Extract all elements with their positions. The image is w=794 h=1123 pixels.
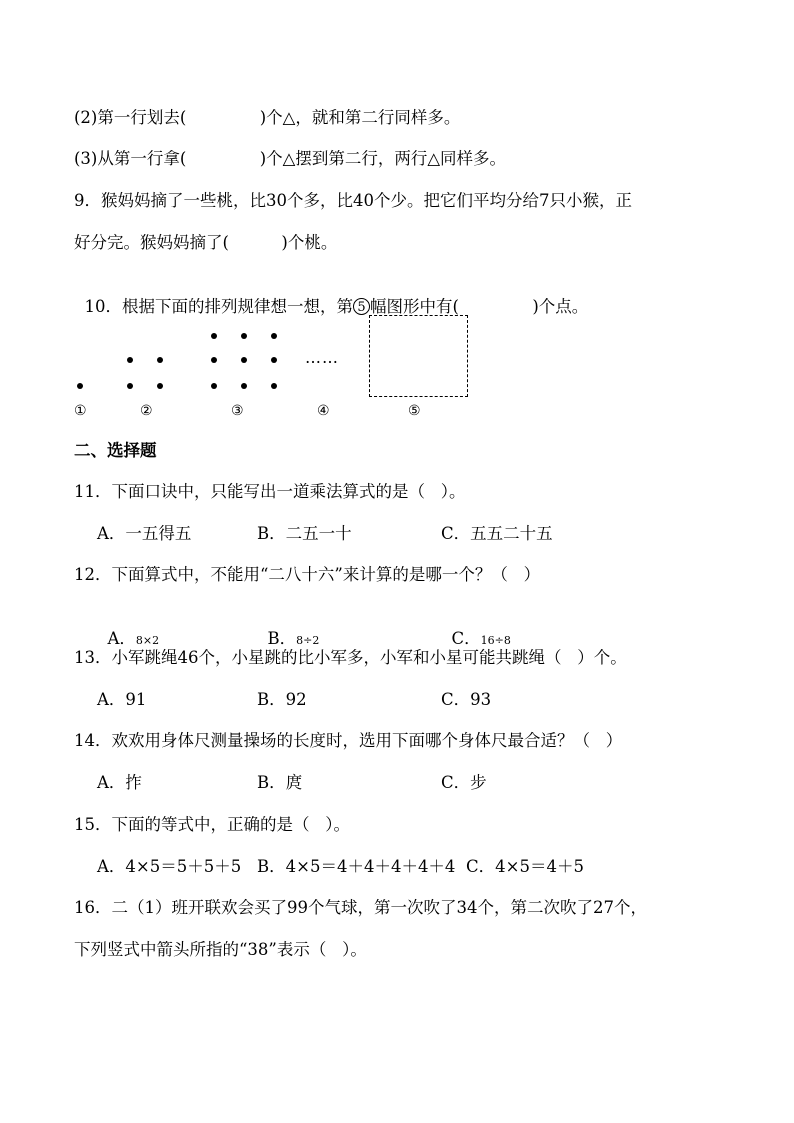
figure-label-2: ②: [140, 403, 153, 419]
dot: [157, 357, 163, 363]
q13-option-b[interactable]: B．92: [257, 690, 307, 709]
q16-stem-line2: 下列竖式中箭头所指的“38”表示（ ）。: [74, 940, 367, 959]
q12-option-b-expr: 8÷2: [296, 634, 320, 647]
q15-option-c[interactable]: C．4×5＝4＋5: [466, 857, 584, 876]
dot: [241, 383, 247, 389]
dot: [77, 383, 83, 389]
q11-stem: 11．下面口诀中，只能写出一道乘法算式的是（ ）。: [74, 482, 466, 501]
figure-label-5: ⑤: [408, 403, 421, 419]
ellipsis: ……: [305, 348, 339, 367]
q15-stem: 15．下面的等式中，正确的是（ ）。: [74, 815, 350, 834]
q13-stem: 13．小军跳绳46个，小星跳的比小军多，小军和小星可能共跳绳（ ）个。: [74, 648, 627, 667]
q14-option-a[interactable]: A．拃: [97, 773, 142, 792]
dot: [211, 357, 217, 363]
q10-text-before: 10．根据下面的排列规律想一想，第: [84, 297, 353, 316]
q12-option-c-expr: 16÷8: [480, 634, 511, 647]
figure-label-1: ①: [74, 403, 87, 419]
dot: [157, 383, 163, 389]
dot: [127, 357, 133, 363]
q12-option-b[interactable]: [257, 606, 319, 652]
dot: [271, 383, 277, 389]
q11-option-a[interactable]: A．一五得五: [97, 524, 192, 543]
dot: [271, 357, 277, 363]
q8-part2-text: (2)第一行划去( )个△，就和第二行同样多。: [74, 108, 461, 127]
q11-option-c[interactable]: C．五五二十五: [441, 524, 553, 543]
q13-option-a[interactable]: A．91: [97, 690, 147, 709]
q12-option-a-letter: A．: [107, 629, 136, 648]
q9-line1: 9．猴妈妈摘了一些桃，比30个多，比40个少。把它们平均分给7只小猴，正: [74, 191, 632, 210]
dot: [271, 333, 277, 339]
q12-option-b-letter: B．: [267, 629, 297, 648]
q10-circled-number: 5: [353, 298, 370, 315]
q14-option-b[interactable]: B．庹: [257, 773, 303, 792]
q12-option-c[interactable]: [441, 606, 511, 652]
q12-option-c-letter: C．: [451, 629, 481, 648]
section-heading: 二、选择题: [74, 441, 157, 460]
dot: [241, 333, 247, 339]
q12-option-a[interactable]: [97, 606, 159, 652]
figure-label-4: ④: [317, 403, 330, 419]
q10-text-after: 幅图形中有( )个点。: [370, 297, 589, 316]
q11-option-b[interactable]: B．二五一十: [257, 524, 352, 543]
dot: [211, 383, 217, 389]
q12-option-a-expr: 8×2: [135, 634, 160, 647]
q14-stem: 14．欢欢用身体尺测量操场的长度时，选用下面哪个身体尺最合适？（ ）: [74, 731, 623, 750]
answer-box-dashed: [369, 315, 468, 397]
q16-stem-line1: 16．二（1）班开联欢会买了99个气球，第一次吹了34个，第二次吹了27个，: [74, 898, 647, 917]
figure-label-3: ③: [231, 403, 244, 419]
q15-option-b[interactable]: B．4×5＝4＋4＋4＋4＋4: [257, 857, 456, 876]
q12-stem: 12．下面算式中，不能用“二八十六”来计算的是哪一个？（ ）: [74, 565, 541, 584]
q13-option-c[interactable]: C．93: [441, 690, 492, 709]
q14-option-c[interactable]: C．步: [441, 773, 487, 792]
q15-option-a[interactable]: A．4×5＝5＋5＋5: [97, 857, 242, 876]
dot: [241, 357, 247, 363]
dot: [127, 383, 133, 389]
q9-line2: 好分完。猴妈妈摘了( )个桃。: [74, 233, 338, 252]
q10-text: [74, 274, 588, 318]
dot: [211, 333, 217, 339]
q8-part3-text: (3)从第一行拿( )个△摆到第二行，两行△同样多。: [74, 149, 507, 168]
